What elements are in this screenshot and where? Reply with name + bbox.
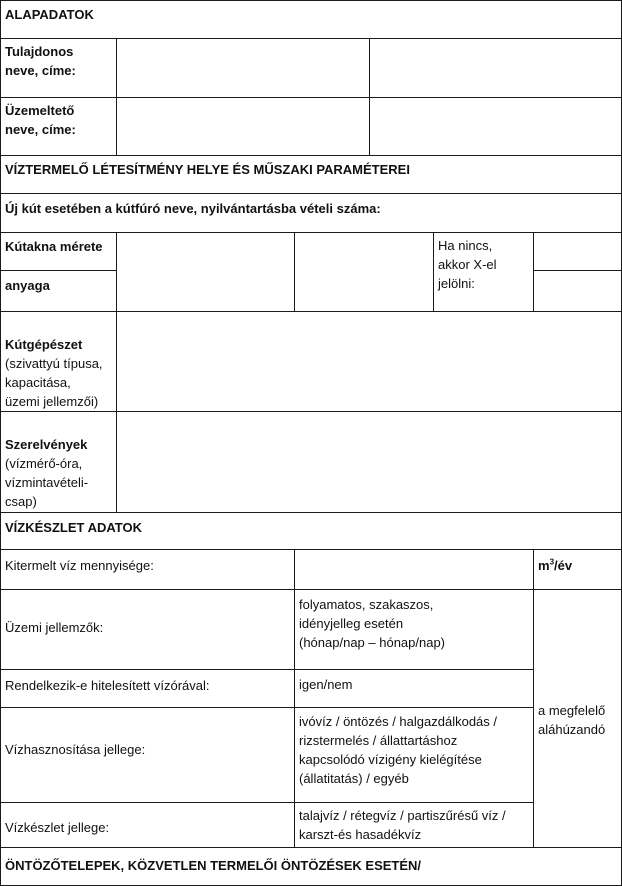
grid-line: [0, 549, 622, 550]
grid-line: [0, 669, 533, 670]
if-none-note: Ha nincs, akkor X-el jelölni:: [438, 238, 497, 291]
grid-line: [116, 38, 117, 155]
equipment-label: [5, 316, 103, 411]
grid-line: [0, 232, 622, 233]
grid-line: [0, 411, 622, 412]
unit-exponent: 3: [549, 557, 555, 567]
owner-label: Tulajdonos neve, címe:: [5, 44, 76, 78]
section-title-water-data: VÍZKÉSZLET ADATOK: [5, 520, 142, 535]
grid-line: [533, 232, 534, 311]
well-material-label: anyaga: [5, 278, 50, 293]
type-options: talajvíz / rétegvíz / partiszűrésű víz / karszt-és hasadékvíz: [299, 808, 506, 842]
grid-line: [0, 270, 116, 271]
operation-label: Üzemi jellemzők:: [5, 620, 104, 635]
unit-rest: /év: [554, 558, 573, 573]
grid-line: [0, 38, 622, 39]
new-well-label: Új kút esetében a kútfúró neve, nyilvántartásba vételi száma:: [5, 201, 381, 216]
operator-label: Üzemeltető neve, címe:: [5, 103, 76, 137]
section-title-facility: VÍZTERMELŐ LÉTESÍTMÉNY HELYE ÉS MŰSZAKI PARAMÉTEREI: [5, 162, 410, 177]
grid-line: [116, 232, 117, 512]
underline-note: a megfelelő aláhúzandó: [538, 703, 606, 737]
grid-line: [294, 549, 295, 847]
unit-label: [538, 556, 572, 575]
equipment-desc: (szivattyú típusa, kapacitása, üzemi jellemzői): [5, 356, 103, 409]
grid-line: [433, 232, 434, 311]
unit-base: m: [538, 558, 550, 573]
grid-line: [533, 270, 622, 271]
grid-line: [294, 232, 295, 311]
grid-line: [0, 0, 622, 1]
use-options: ivóvíz / öntözés / halgazdálkodás / rizstermelés / állattartáshoz kapcsolódó vízigény kielégítése (állatitatás) / egyéb: [299, 714, 498, 786]
grid-line: [0, 311, 622, 312]
meter-label: Rendelkezik-e hitelesített vízórával:: [5, 678, 210, 693]
grid-line: [533, 549, 534, 847]
equipment-title: Kútgépészet: [5, 337, 83, 352]
grid-line: [0, 707, 533, 708]
grid-line: [0, 0, 1, 886]
grid-line: [0, 512, 622, 513]
grid-line: [0, 847, 622, 848]
grid-line: [369, 38, 370, 155]
grid-line: [0, 802, 533, 803]
use-label: Vízhasznosítása jellege:: [5, 742, 146, 757]
grid-line: [0, 193, 622, 194]
well-size-label: Kútakna mérete: [5, 239, 103, 254]
section-title-basic: ALAPADATOK: [5, 7, 94, 22]
fittings-desc: (vízmérő-óra, vízmintavételi- csap): [5, 456, 89, 509]
grid-line: [0, 589, 622, 590]
fittings-label: [5, 416, 88, 511]
extracted-water-label: Kitermelt víz mennyisége:: [5, 558, 154, 573]
type-label: Vízkészlet jellege:: [5, 820, 110, 835]
section-title-irrigation: ÖNTÖZŐTELEPEK, KÖZVETLEN TERMELŐI ÖNTÖZÉSEK ESETÉN/: [5, 858, 422, 873]
fittings-title: Szerelvények: [5, 437, 88, 452]
operation-options: folyamatos, szakaszos, idényjelleg esetén (hónap/nap – hónap/nap): [299, 597, 446, 650]
grid-line: [0, 97, 622, 98]
grid-line: [0, 155, 622, 156]
meter-options: igen/nem: [299, 677, 353, 692]
